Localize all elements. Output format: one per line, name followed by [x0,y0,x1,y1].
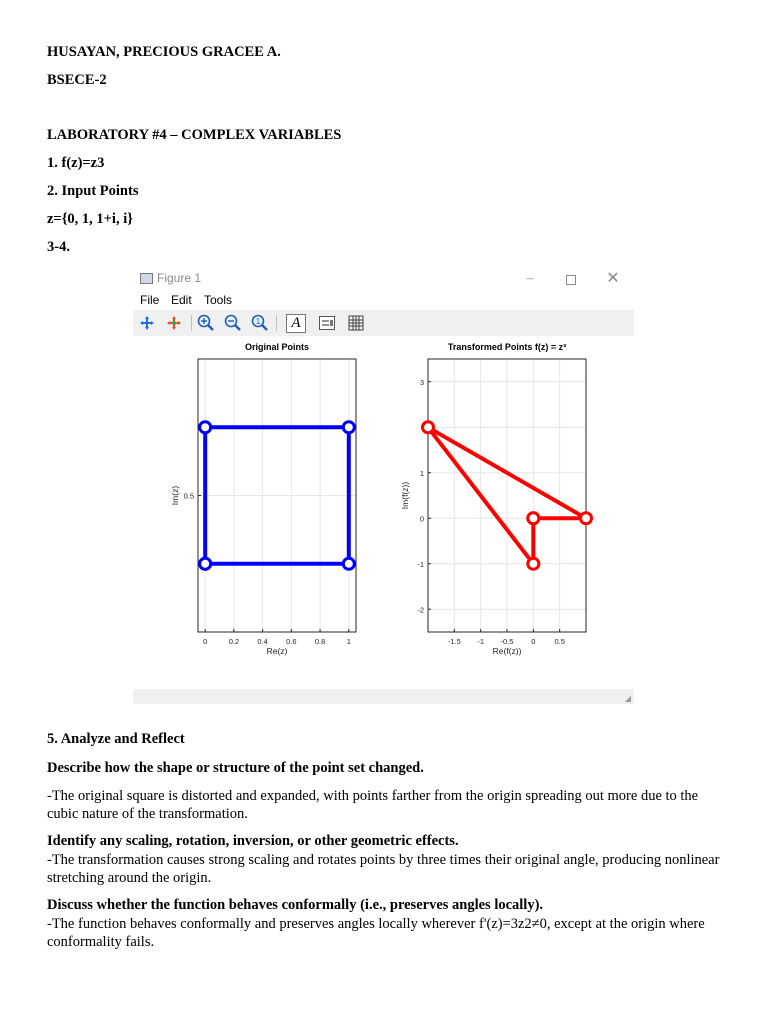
x-tick-label: 0.4 [257,637,268,646]
rotate-icon[interactable] [163,313,185,333]
close-icon[interactable]: ✕ [606,270,620,287]
data-point [343,558,354,569]
x-tick-label: 0.6 [286,637,297,646]
x-tick-label: -0.5 [500,637,514,646]
menu-bar [133,292,634,310]
figure-titlebar [133,266,634,292]
menu-file[interactable]: File [140,293,160,307]
figure-plots [133,336,634,688]
y-tick-label: 0.5 [183,491,194,501]
figure-toolbar [133,310,634,336]
student-name: HUSAYAN, PRECIOUS GRACEE A. [47,44,281,60]
menu-tools[interactable]: Tools [204,293,233,307]
resize-grip-icon[interactable]: ◢ [624,694,631,703]
toolbar-separator [276,315,277,331]
zoom-out-icon[interactable] [222,313,244,333]
data-point [423,422,434,433]
section5-heading: 5. Analyze and Reflect [47,731,185,747]
x-tick-label: -1.5 [447,637,461,646]
data-point [581,513,592,524]
question-2: Identify any scaling, rotation, inversion, or other geometric effects. [47,833,459,849]
lab-title: LABORATORY #4 – COMPLEX VARIABLES [47,127,342,143]
x-tick-label: 1 [346,637,351,646]
data-point [200,558,211,569]
answer-1: -The original square is distorted and expanded, with points farther from the origin spreading out more due to the cubic nature of the transformation. [47,788,699,822]
axes-2 [400,342,592,656]
x-axis-label: Re(f(z)) [492,646,522,656]
chart-title: Transformed Points f(z) = z³ [447,342,567,352]
figure-window [133,266,634,704]
figure-statusbar [133,689,634,704]
course-code: BSECE-2 [47,72,107,88]
data-point [200,422,211,433]
x-tick-label: 0.5 [554,637,565,646]
answer-3: -The function behaves conformally and preserves angles locally wherever f'(z)=3z2≠0, except at the origin where conformality fails. [47,916,705,950]
x-tick-label: 0 [203,637,208,646]
zoom-in-icon[interactable] [195,313,217,333]
x-tick-label: 0.2 [228,637,240,646]
insert-legend-icon[interactable] [316,313,338,333]
question-1: Describe how the shape or structure of the point set changed. [47,760,424,776]
y-axis-label: Im(z) [170,485,180,506]
maximize-icon[interactable] [561,269,581,289]
figure-app-icon [140,273,153,284]
figure-title: Figure 1 [157,271,202,285]
data-point [343,422,354,433]
answer-2: -The transformation causes strong scaling and rotates points by three times their original angle, producing nonlinear stretching around the origin. [47,852,720,886]
question-3: Discuss whether the function behaves conformally (i.e., preserves angles locally). [47,897,544,913]
y-axis-label: Im(f(z)) [400,481,410,510]
zoom-reset-icon[interactable] [249,313,271,333]
y-tick-label: 3 [419,377,424,387]
chart-title: Original Points [244,342,310,352]
data-point [528,513,539,524]
y-tick-label: -1 [417,559,424,569]
input-points-set: z={0, 1, 1+i, i} [47,211,133,227]
minimize-icon[interactable]: – [526,271,534,286]
y-tick-label: -2 [417,605,424,615]
svg-text:1: 1 [255,317,261,326]
x-axis-label: Re(z) [266,646,288,656]
x-tick-label: 0.8 [314,637,326,646]
data-point [528,558,539,569]
grid-icon[interactable] [345,313,367,333]
item-3-4: 3-4. [47,239,70,255]
toolbar-separator [191,315,192,331]
axes-1 [170,342,356,656]
pan-icon[interactable] [136,313,158,333]
item-input-points: 2. Input Points [47,183,139,199]
figure-canvas [133,336,634,688]
x-tick-label: 0 [531,637,536,646]
y-tick-label: 0 [419,514,424,524]
menu-edit[interactable]: Edit [171,293,192,307]
item-function: 1. f(z)=z3 [47,155,105,171]
x-tick-label: -1 [477,637,485,646]
y-tick-label: 1 [419,468,424,478]
insert-text-icon[interactable]: A [285,313,307,333]
